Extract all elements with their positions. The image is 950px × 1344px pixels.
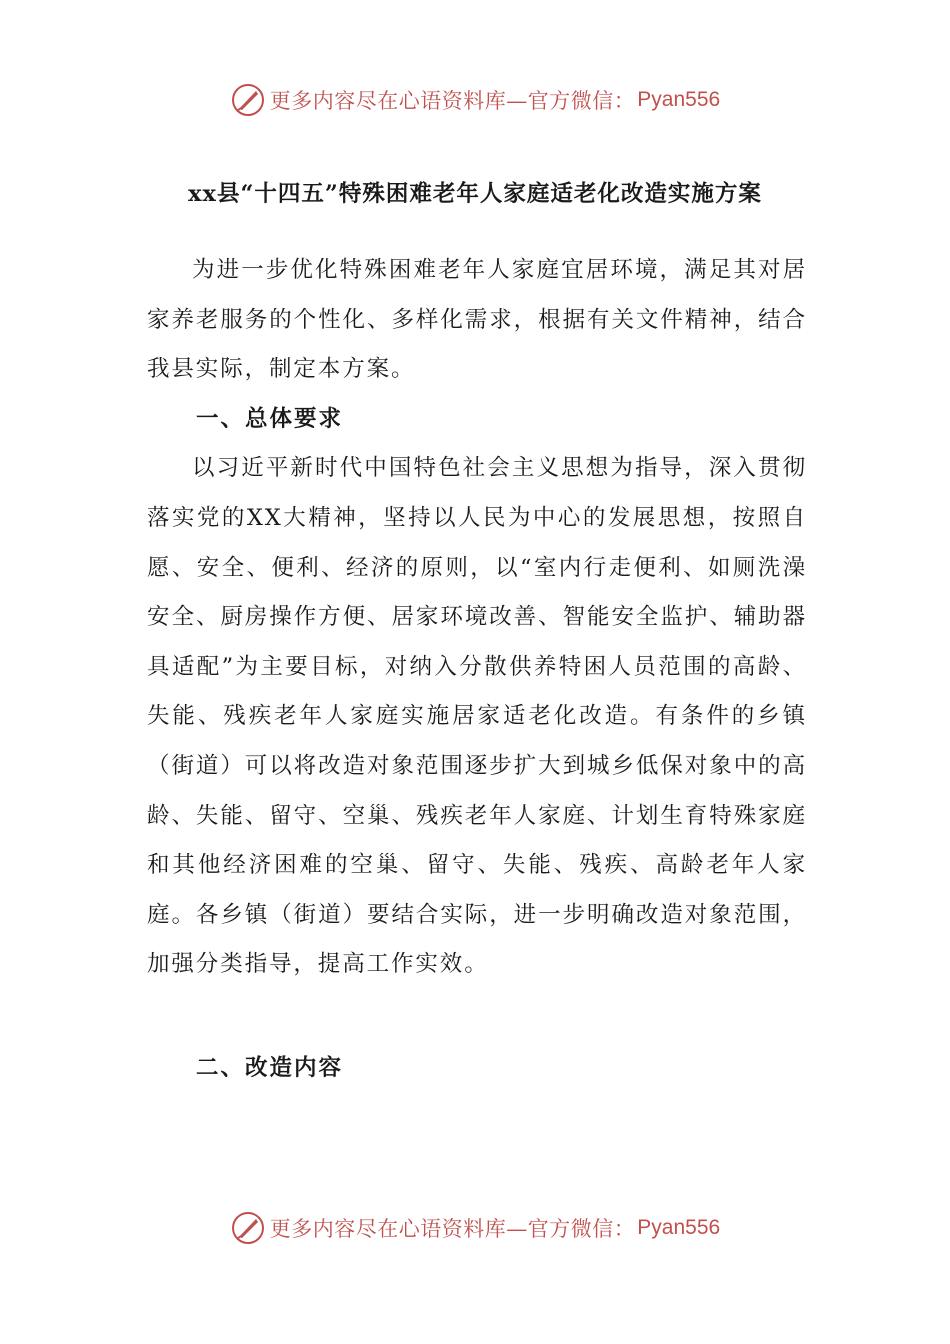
watermark-wechat-id: Pyan556 xyxy=(637,1216,721,1239)
document-body xyxy=(147,246,807,990)
watermark-text: 更多内容尽在心语资料库—官方微信： xyxy=(269,1217,636,1241)
quill-pen-logo-icon xyxy=(230,1210,266,1246)
document-title: xx县“十四五”特殊困难老年人家庭适老化改造实施方案 xyxy=(188,181,762,207)
section-1-paragraph: 以习近平新时代中国特色社会主义思想为指导，深入贯彻落实党的XX大精神，坚持以人民为中心的发展思想，按照自愿、安全、便利、经济的原则，以“室内行走便利、如厕洗澡安全、厨房操作方便、居家环境改善、智能安全监护、辅助器具适配”为主要目标，对纳入分散供养特困人员范围的高龄、失能、残疾老年人家庭实施居家适老化改造。有条件的乡镇（街道）可以将改造对象范围逐步扩大到城乡低保对象中的高龄、失能、留守、空巢、残疾老年人家庭、计划生育特殊家庭和其他经济困难的空巢、留守、失能、残疾、高龄老年人家庭。各乡镇（街道）要结合实际，进一步明确改造对象范围，加强分类指导，提高工作实效。 xyxy=(147,455,807,978)
footer-watermark xyxy=(0,1210,950,1246)
header-watermark xyxy=(0,82,950,118)
watermark-wechat-id: Pyan556 xyxy=(637,88,721,111)
intro-paragraph: 为进一步优化特殊困难老年人家庭宜居环境，满足其对居家养老服务的个性化、多样化需求，根据有关文件精神，结合我县实际，制定本方案。 xyxy=(147,257,807,383)
watermark-text: 更多内容尽在心语资料库—官方微信： xyxy=(269,89,636,113)
section-heading-2: 二、改造内容 xyxy=(196,1055,344,1081)
section-heading-1: 一、总体要求 xyxy=(196,405,344,432)
quill-pen-logo-icon xyxy=(230,82,266,118)
